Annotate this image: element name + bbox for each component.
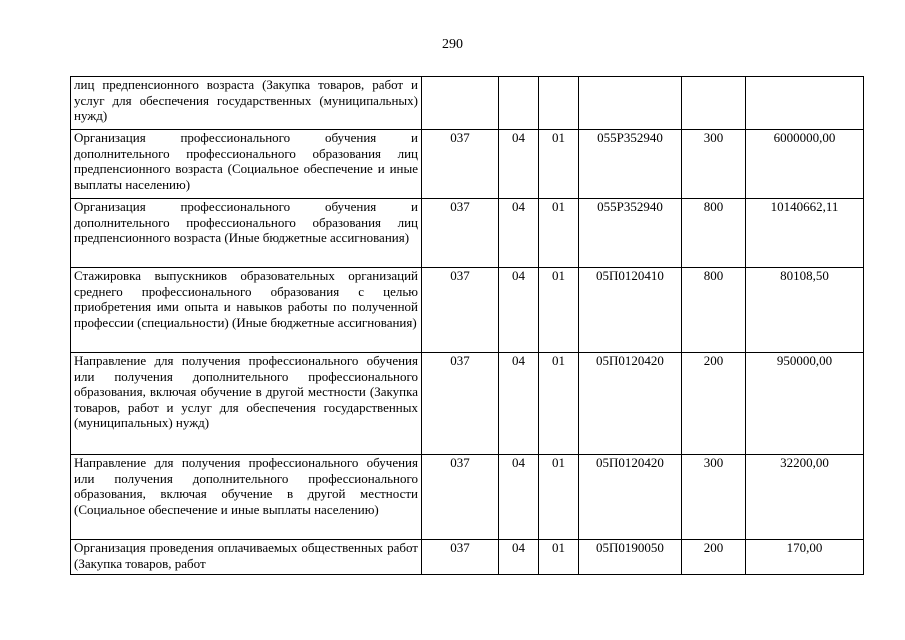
row-amount: 6000000,00 bbox=[746, 130, 864, 199]
row-subsection-code: 01 bbox=[539, 199, 579, 268]
row-department-code: 037 bbox=[422, 353, 499, 455]
budget-table bbox=[70, 76, 864, 575]
row-department-code: 037 bbox=[422, 199, 499, 268]
row-department-code: 037 bbox=[422, 540, 499, 575]
table-row bbox=[71, 77, 864, 130]
row-department-code: 037 bbox=[422, 130, 499, 199]
table-row bbox=[71, 268, 864, 353]
row-section-code bbox=[499, 77, 539, 130]
row-section-code: 04 bbox=[499, 130, 539, 199]
row-expense-type-code: 200 bbox=[682, 353, 746, 455]
row-expense-type-code: 200 bbox=[682, 540, 746, 575]
row-description: Организация профессионального обучения и дополнительного профессионального образования лиц предпенсионного возраста (Иные бюджетные ассигнования) bbox=[71, 199, 422, 268]
row-subsection-code: 01 bbox=[539, 455, 579, 540]
row-subsection-code: 01 bbox=[539, 353, 579, 455]
page-number: 290 bbox=[442, 37, 463, 52]
table-row bbox=[71, 353, 864, 455]
row-target-article-code bbox=[579, 77, 682, 130]
row-amount bbox=[746, 77, 864, 130]
row-department-code: 037 bbox=[422, 455, 499, 540]
row-description: лиц предпенсионного возраста (Закупка товаров, работ и услуг для обеспечения государственных (муниципальных) нужд) bbox=[71, 77, 422, 130]
row-description: Направление для получения профессионального обучения или получения дополнительного профессионального образования, включая обучение в другой местности (Закупка товаров, работ и услуг для обеспечения государственных (муниципальных) нужд) bbox=[71, 353, 422, 455]
row-expense-type-code: 300 bbox=[682, 130, 746, 199]
row-subsection-code: 01 bbox=[539, 540, 579, 575]
table-row bbox=[71, 199, 864, 268]
row-expense-type-code: 300 bbox=[682, 455, 746, 540]
row-amount: 32200,00 bbox=[746, 455, 864, 540]
row-target-article-code: 05П0120410 bbox=[579, 268, 682, 353]
row-description: Организация профессионального обучения и дополнительного профессионального образования лиц предпенсионного возраста (Социальное обеспечение и иные выплаты населению) bbox=[71, 130, 422, 199]
row-section-code: 04 bbox=[499, 540, 539, 575]
row-description: Направление для получения профессионального обучения или получения дополнительного профессионального образования, включая обучение в другой местности (Социальное обеспечение и иные выплаты населению) bbox=[71, 455, 422, 540]
row-subsection-code bbox=[539, 77, 579, 130]
row-expense-type-code: 800 bbox=[682, 268, 746, 353]
row-department-code: 037 bbox=[422, 268, 499, 353]
row-target-article-code: 05П0120420 bbox=[579, 455, 682, 540]
row-subsection-code: 01 bbox=[539, 130, 579, 199]
row-target-article-code: 05П0190050 bbox=[579, 540, 682, 575]
row-section-code: 04 bbox=[499, 199, 539, 268]
table-row bbox=[71, 540, 864, 575]
table-row bbox=[71, 130, 864, 199]
row-department-code bbox=[422, 77, 499, 130]
row-description: Стажировка выпускников образовательных организаций среднего профессионального образования с целью приобретения ими опыта и навыков работы по полученной профессии (специальности) (Иные бюджетные ассигнования) bbox=[71, 268, 422, 353]
row-amount: 170,00 bbox=[746, 540, 864, 575]
row-section-code: 04 bbox=[499, 455, 539, 540]
row-amount: 10140662,11 bbox=[746, 199, 864, 268]
row-target-article-code: 055P352940 bbox=[579, 199, 682, 268]
row-expense-type-code bbox=[682, 77, 746, 130]
row-target-article-code: 055P352940 bbox=[579, 130, 682, 199]
row-expense-type-code: 800 bbox=[682, 199, 746, 268]
table-row bbox=[71, 455, 864, 540]
row-section-code: 04 bbox=[499, 268, 539, 353]
row-amount: 950000,00 bbox=[746, 353, 864, 455]
row-amount: 80108,50 bbox=[746, 268, 864, 353]
row-subsection-code: 01 bbox=[539, 268, 579, 353]
row-target-article-code: 05П0120420 bbox=[579, 353, 682, 455]
row-section-code: 04 bbox=[499, 353, 539, 455]
row-description: Организация проведения оплачиваемых общественных работ (Закупка товаров, работ bbox=[71, 540, 422, 575]
